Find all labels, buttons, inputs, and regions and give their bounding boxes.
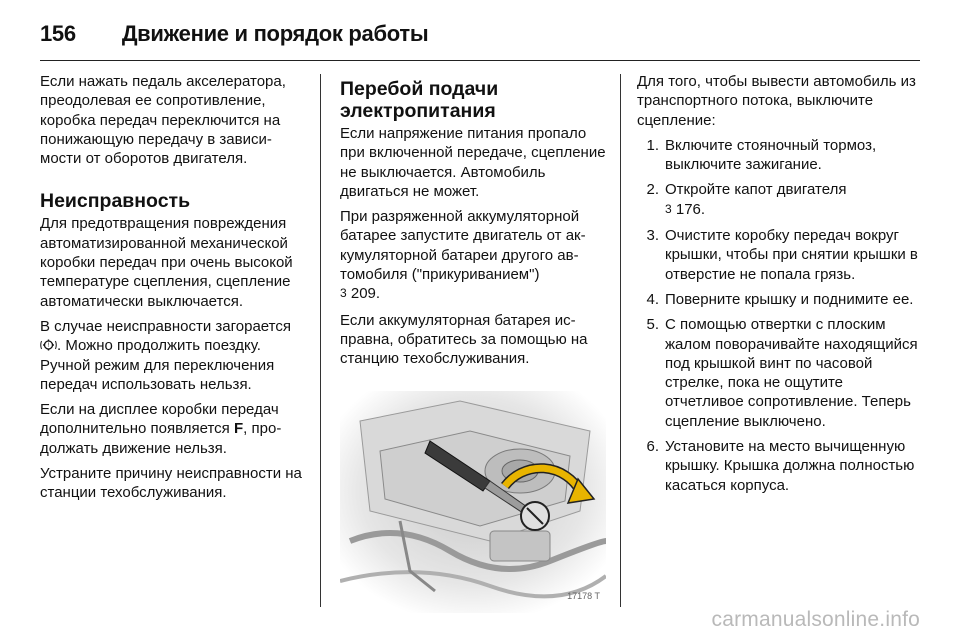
section-title-malfunction: Неисправность [40, 190, 191, 213]
step-text: Поверните крышку и поднимите ее. [665, 290, 914, 308]
column-divider-1 [320, 74, 321, 607]
step-3 [637, 226, 920, 284]
text-part: При разряженной аккумуляторной батарее запустите двигатель от аккумуляторной батареи другого автомобиля ("прикуриванием") [340, 208, 586, 284]
step-text: С помощью отвертки с плоским жалом поворачивайте находящийся под крышкой винт по часовой стрелке, пока не ощутите отчетливое сопротивление. Теперь сцепление выключено. [665, 316, 918, 430]
malfunction-paragraph-1: Для предотвращения повреждения автоматизированной механической коробки передач при очень высокой температуре сцепления, сцепление автоматически выключается. [40, 215, 293, 310]
text-part: . Можно продолжить поездку. Ручной режим для переключения передач использовать нельзя. [40, 337, 275, 393]
step-number: 5. [646, 316, 659, 334]
engine-photo [340, 391, 606, 613]
step-2 [637, 180, 920, 220]
page-number: 156 [40, 21, 76, 46]
step-text: Включите стояночный тормоз, выключите зажигание. [665, 136, 877, 174]
malfunction-paragraph-4: Устраните причину неисправности на станции техобслуживания. [40, 465, 302, 502]
step-number: 4. [646, 290, 659, 308]
step-number: 6. [646, 438, 659, 456]
svg-text:!: ! [47, 343, 50, 350]
clutch-steps [637, 136, 920, 495]
clutch-intro: Для того, чтобы вывести автомобиль из транспортного потока, выключите сцепление: [637, 73, 916, 129]
step-number: 1. [646, 136, 659, 154]
step-text-wrap [665, 180, 920, 220]
text-part: Если на дисплее коробки передач дополнительно появляется [40, 401, 279, 438]
accelerator-paragraph: Если нажать педаль акселератора, преодолевая ее сопротивление, коробка передач переключится на понижающую передачу в зависимости от оборотов двигателя. [40, 73, 286, 168]
column-3 [637, 72, 920, 501]
text-part: В случае неисправности загорается [40, 317, 291, 335]
step-text: Установите на место вычищенную крышку. Крышка должна полностью касаться корпуса. [665, 438, 915, 494]
page-reference: 209. [350, 285, 381, 303]
malfunction-paragraph-2 [40, 317, 305, 394]
engine-photo-illustration [340, 391, 606, 613]
reference-arrow-icon: 3 [340, 286, 347, 301]
text-part: , продолжать движение нельзя. [40, 420, 282, 457]
step-number: 3. [646, 227, 659, 245]
column-1 [40, 72, 305, 509]
photo-id: 17178 T [567, 591, 600, 602]
malfunction-paragraph-3 [40, 400, 305, 458]
page-header [40, 14, 920, 54]
column-divider-2 [620, 74, 621, 607]
gearwheel-warning-icon [40, 337, 57, 354]
step-text: Откройте капот двигателя [665, 181, 847, 199]
section-title-power-failure: Перебой подачи электропитания [340, 78, 499, 122]
watermark-link[interactable]: carmanualsonline.info [711, 608, 920, 631]
step-text: Очистите коробку передач вокруг крышки, чтобы при снятии крышки в отверстие не попала грязь. [665, 227, 918, 283]
step-1 [637, 136, 920, 175]
column-2 [340, 72, 608, 613]
step-5 [637, 315, 920, 431]
step-6 [637, 437, 920, 495]
reference-arrow-icon: 3 [665, 201, 672, 216]
step-number: 2. [646, 181, 659, 199]
page-reference: 176. [675, 200, 706, 218]
header-rule [40, 60, 920, 61]
power-paragraph-2 [340, 207, 608, 304]
step-4 [637, 290, 920, 309]
power-paragraph-1: Если напряжение питания пропало при включенной передаче, сцепление не выключается. Автомобиль двигаться не может. [340, 125, 606, 200]
f-symbol: F [233, 420, 244, 438]
power-paragraph-3: Если аккумуляторная батарея исправна, обратитесь за помощью на станцию техобслуживания. [340, 311, 588, 368]
page-title: Движение и порядок работы [121, 21, 429, 46]
